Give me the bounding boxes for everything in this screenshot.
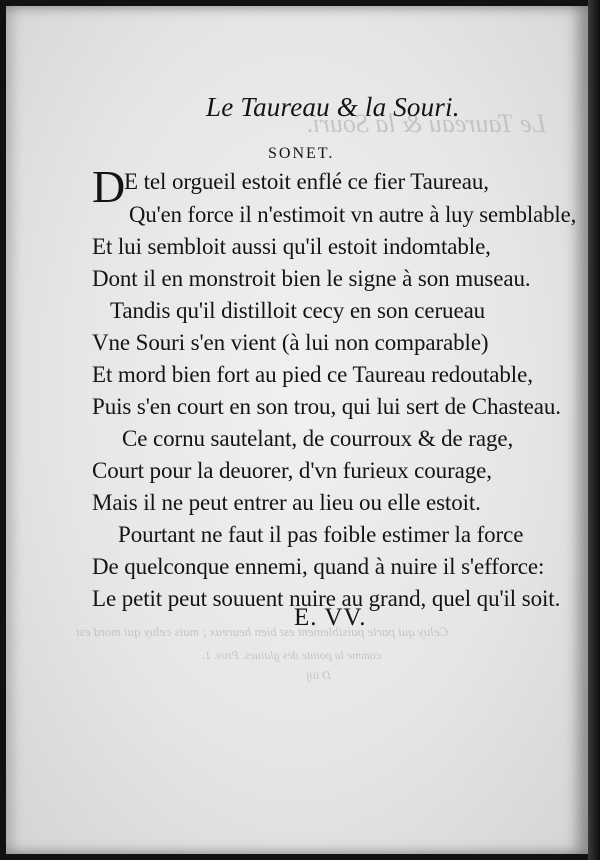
poem-line: Mais il ne peut entrer au lieu ou elle estoit. [92,490,481,515]
page-edge-shadow [588,0,600,860]
drop-cap: D [92,161,126,212]
poem-label: SONET. [268,145,335,162]
poem-line: Puis s'en court en son trou, qui lui sert de Chasteau. [92,394,561,419]
bleed-through-text: Celuy qui parle paisiblement est bien heureux ; mais celuy qui mord est [76,624,449,639]
poem-line: E tel orgueil estoit enflé ce fier Taureau, [124,169,489,194]
poem-line: Pourtant ne faut il pas foible estimer la force [118,522,524,547]
book-page [6,6,588,854]
poem-line: Et lui sembloit aussi qu'il estoit indomtable, [92,234,491,259]
bleed-through-text: comme la pointe des glaiues. Prov. 1. [202,648,381,662]
poem-line: Dont il en monstroit bien le signe à son museau. [92,266,531,291]
running-header: Le Taureau & la Souri. [206,92,460,122]
poem-line: Tandis qu'il distilloit cecy en son cerueau [110,298,486,323]
poem-line: Qu'en force il n'estimoit vn autre à luy semblable, [129,202,577,227]
signature: E. VV. [294,604,367,631]
poem-line: Ce cornu sautelant, de courroux & de rage, [122,426,514,451]
bleed-through-text: Le Taureau & la Souri. [306,109,547,138]
poem-line: Le petit peut souuent nuire au grand, quel qu'il soit. [92,586,561,611]
poem-line: Et mord bien fort au pied ce Taureau redoutable, [92,362,533,387]
poem-line: Court pour la deuorer, d'vn furieux courage, [92,458,492,483]
poem-line: Vne Souri s'en vient (à lui non comparable) [92,330,489,355]
poem-line: De quelconque ennemi, quand à nuire il s'efforce: [92,554,545,579]
bleed-through-text: D iiij [306,668,332,682]
